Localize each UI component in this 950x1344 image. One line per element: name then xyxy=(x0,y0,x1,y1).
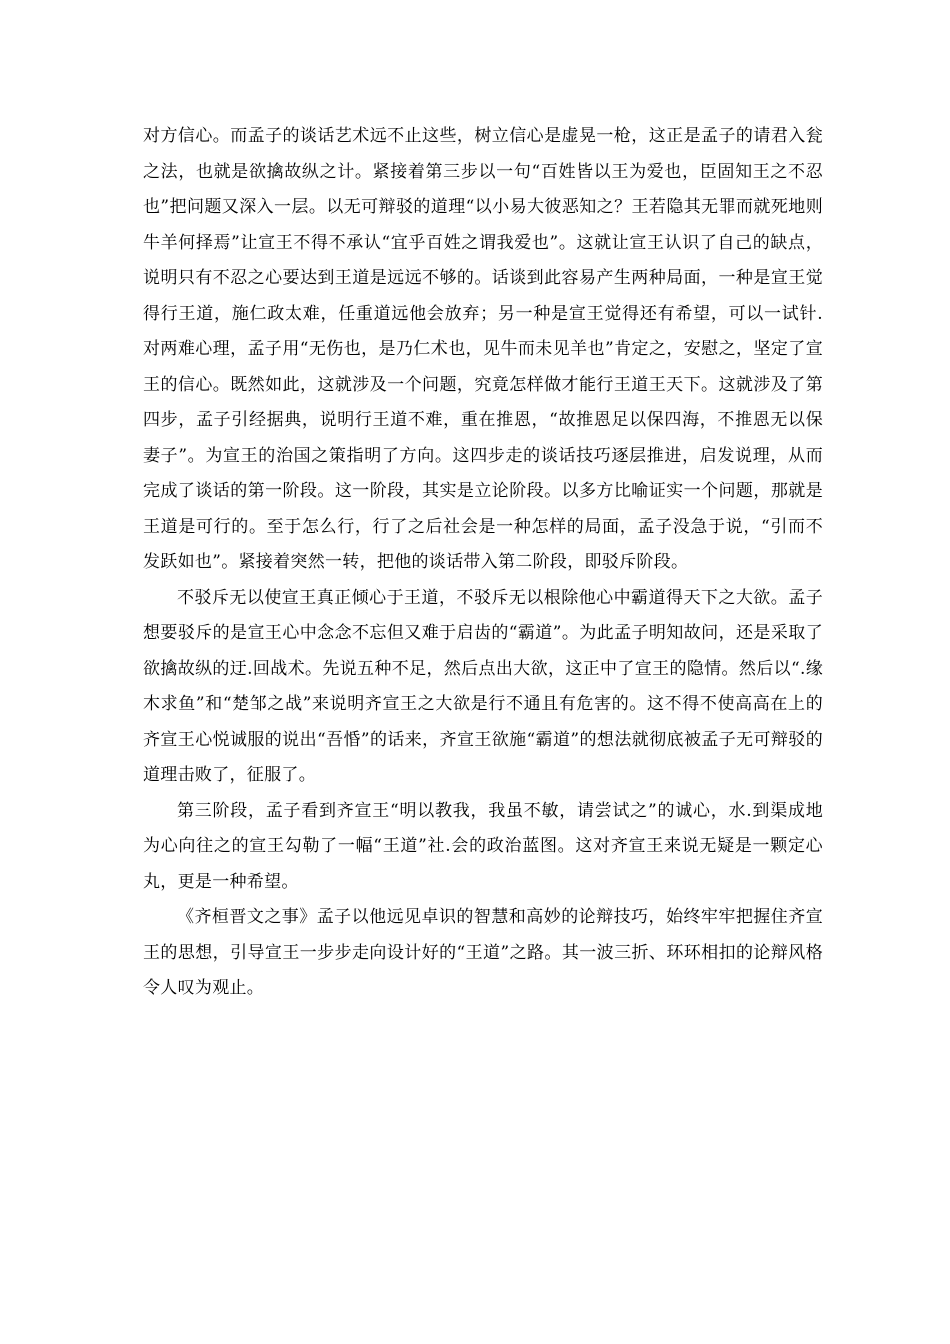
paragraph-3: 第三阶段，孟子看到齐宣王“明以教我，我虽不敏，请尝试之”的诚心，水.到渠成地为心向往之的宣王勾勒了一幅“王道”社.会的政治蓝图。这对齐宣王来说无疑是一颗定心丸，更是一种希望。 xyxy=(143,800,823,892)
paragraph-1: 对方信心。而孟子的谈话艺术远不止这些，树立信心是虚晃一枪，这正是孟子的请君入瓮之法，也就是欲擒故纵之计。紧接着第三步以一句“百姓皆以王为爱也，臣固知王之不忍也”把问题又深入一层。以无可辩驳的道理“以小易大彼恶知之？王若隐其无罪而就死地则牛羊何择焉”让宣王不得不承认“宜乎百姓之谓我爱也”。这就让宣王认识了自己的缺点，说明只有不忍之心要达到王道是远远不够的。话谈到此容易产生两种局面，一种是宣王觉得行王道，施仁政太难，任重道远他会放弃；另一种是宣王觉得还有希望，可以一试针.对两难心理，孟子用“无伤也，是乃仁术也，见牛而未见羊也”肯定之，安慰之，坚定了宣王的信心。既然如此，这就涉及一个问题，究竟怎样做才能行王道王天下。这就涉及了第四步，孟子引经据典，说明行王道不难，重在推恩，“故推恩足以保四海，不推恩无以保妻子”。为宣王的治国之策指明了方向。这四步走的谈话技巧逐层推进，启发说理，从而完成了谈话的第一阶段。这一阶段，其实是立论阶段。以多方比喻证实一个问题，那就是王道是可行的。至于怎么行，行了之后社会是一种怎样的局面，孟子没急于说，“引而不发跃如也”。紧接着突然一转，把他的谈话带入第二阶段，即驳斥阶段。 xyxy=(143,126,823,572)
paragraph-2: 不驳斥无以使宣王真正倾心于王道，不驳斥无以根除他心中霸道得天下之大欲。孟子想要驳斥的是宣王心中念念不忘但又难于启齿的“霸道”。为此孟子明知故问，还是采取了欲擒故纵的迂.回战术。先说五种不足，然后点出大欲，这正中了宣王的隐情。然后以“.缘木求鱼”和“楚邹之战”来说明齐宣王之大欲是行不通且有危害的。这不得不使高高在上的齐宣王心悦诚服的说出“吾惛”的话来，齐宣王欲施“霸道”的想法就彻底被孟子无可辩驳的道理击败了，征服了。 xyxy=(143,587,823,785)
article-body xyxy=(143,119,823,1007)
paragraph-4: 《齐桓晋文之事》孟子以他远见卓识的智慧和高妙的论辩技巧，始终牢牢把握住齐宣王的思想，引导宣王一步步走向设计好的“王道”之路。其一波三折、环环相扣的论辩风格令人叹为观止。 xyxy=(143,907,823,998)
